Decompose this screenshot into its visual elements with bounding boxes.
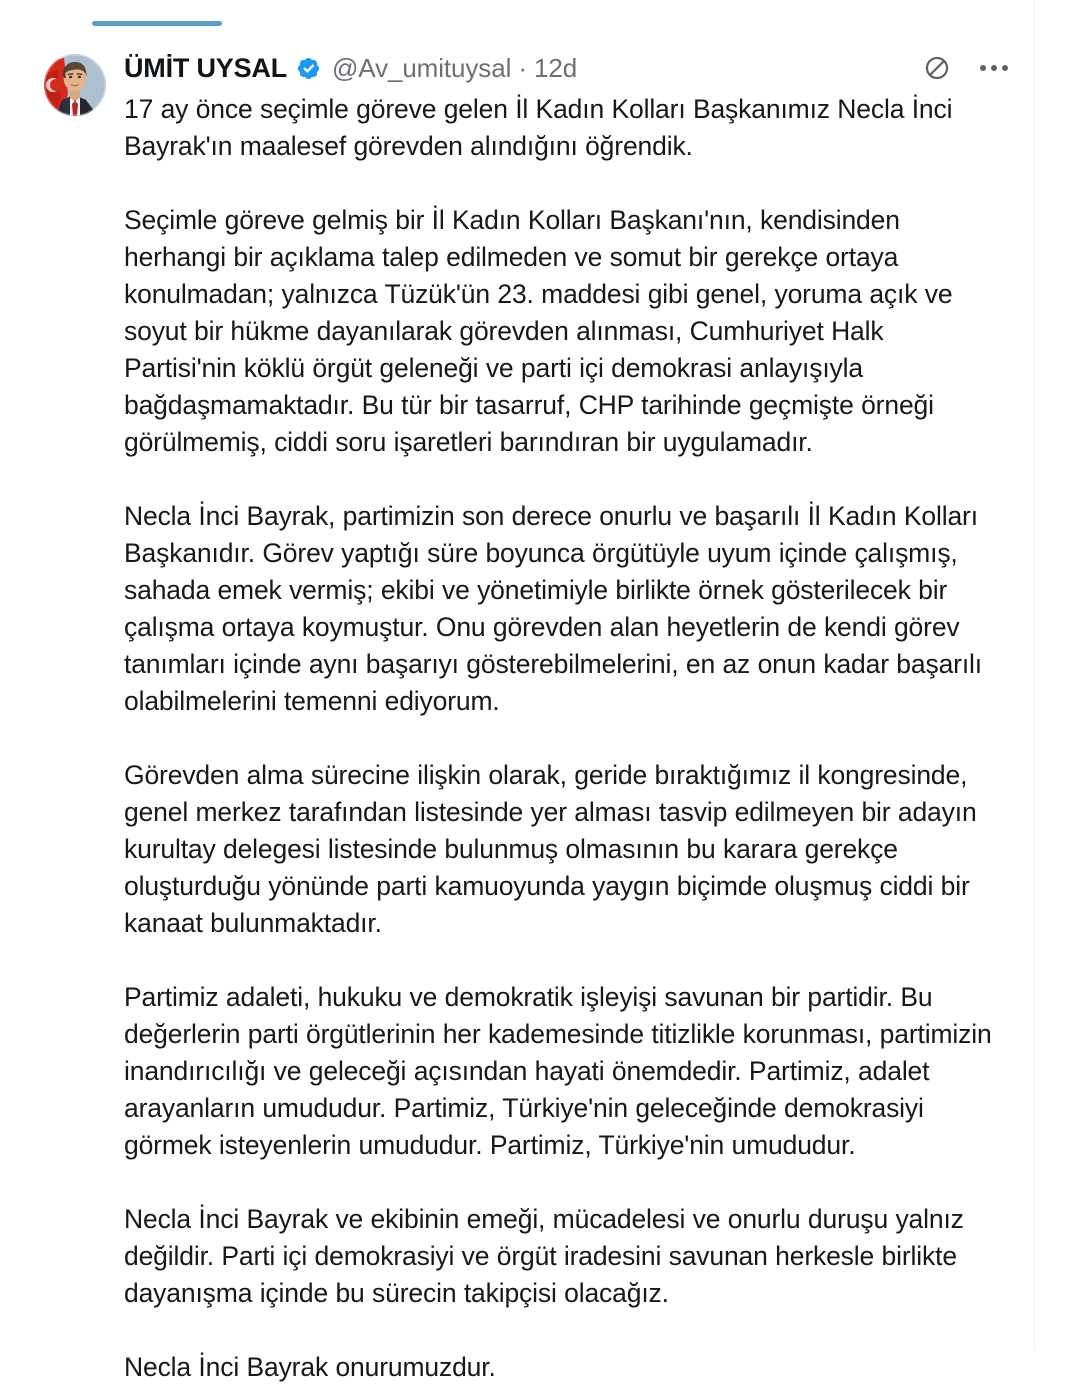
tweet-paragraph: 17 ay önce seçimle göreve gelen İl Kadın Kolları Başkanımız Necla İnci Bayrak'ın maalesef görevden alındığını öğrendik. <box>124 94 953 161</box>
avatar-photo <box>44 54 106 116</box>
dot <box>1002 65 1008 71</box>
tweet-paragraph: Necla İnci Bayrak ve ekibinin emeği, mücadelesi ve onurlu duruşu yalnız değildir. Parti içi demokrasiyi ve örgüt iradesini savunan herkesle birlikte dayanışma içinde bu sürecin takipçisi olacağız. <box>124 1204 964 1308</box>
verified-badge-icon <box>296 56 321 81</box>
avatar-container[interactable] <box>44 54 106 116</box>
active-tab-indicator[interactable] <box>92 21 222 26</box>
tweet-paragraph: Necla İnci Bayrak onurumuzdur. <box>124 1352 496 1382</box>
tweet-header <box>124 48 1014 88</box>
author-display-name[interactable]: ÜMİT UYSAL <box>124 52 287 83</box>
avatar[interactable] <box>44 54 106 116</box>
circle-slash-icon[interactable] <box>922 53 952 83</box>
tweet-content-column <box>106 48 1014 1386</box>
more-options-icon[interactable] <box>978 53 1010 83</box>
browser-tab-strip <box>0 0 1080 34</box>
tweet-paragraph: Partimiz adaleti, hukuku ve demokratik işleyişi savunan bir partidir. Bu değerlerin parti örgütlerinin her kademesinde titizlikle korunması, partimizin inandırıcılığı ve geleceği açısından hayati önemdedir. Partimiz, adalet arayanların umududur. Partimiz, Türkiye'nin geleceğinde demokrasiyi görmek isteyenlerin umududur. Partimiz, Türkiye'nin umududur. <box>124 982 992 1160</box>
tweet-paragraph: Seçimle göreve gelmiş bir İl Kadın Kolları Başkanı'nın, kendisinden herhangi bir açıklama talep edilmeden ve somut bir gerekçe ortaya konulmadan; yalnızca Tüzük'ün 23. maddesi gibi genel, yoruma açık ve soyut bir hükme dayanılarak görevden alınması, Cumhuriyet Halk Partisi'nin köklü örgüt geleneği ve parti içi demokrasi anlayışıyla bağdaşmamaktadır. Bu tür bir tasarruf, CHP tarihinde geçmişte örneği görülmemiş, ciddi soru işaretleri barındıran bir uygulamadır. <box>124 205 953 457</box>
tweet-text <box>124 91 1014 1386</box>
tweet-header-actions <box>922 53 1014 83</box>
author-handle-and-timestamp[interactable]: @Av_umituysal · 12d <box>332 52 578 83</box>
tweet-paragraph: Necla İnci Bayrak, partimizin son derece onurlu ve başarılı İl Kadın Kolları Başkanıdır. Görev yaptığı süre boyunca örgütüyle uyum içinde çalışmış, sahada emek vermiş; ekibi ve yönetimiyle birlikte örnek gösterilecek bir çalışma ortaya koymuştur. Onu görevden alan heyetlerin de kendi görev tanımları içinde aynı başarıyı gösterebilmelerini, en az onun kadar başarılı olabilmelerini temenni ediyorum. <box>124 501 982 716</box>
panel-divider <box>1034 0 1035 1350</box>
dot <box>991 65 997 71</box>
tweet-paragraph: Görevden alma sürecine ilişkin olarak, geride bıraktığımız il kongresinde, genel merkez tarafından listesinde yer alması tasvip edilmeyen bir adayın kurultay delegesi listesinde bulunmuş olmasının bu karara gerekçe oluşturduğu yönünde parti kamuoyunda yaygın biçimde oluşmuş ciddi bir kanaat bulunmaktadır. <box>124 760 977 938</box>
dot <box>980 65 986 71</box>
tweet-card[interactable] <box>0 40 1034 1386</box>
